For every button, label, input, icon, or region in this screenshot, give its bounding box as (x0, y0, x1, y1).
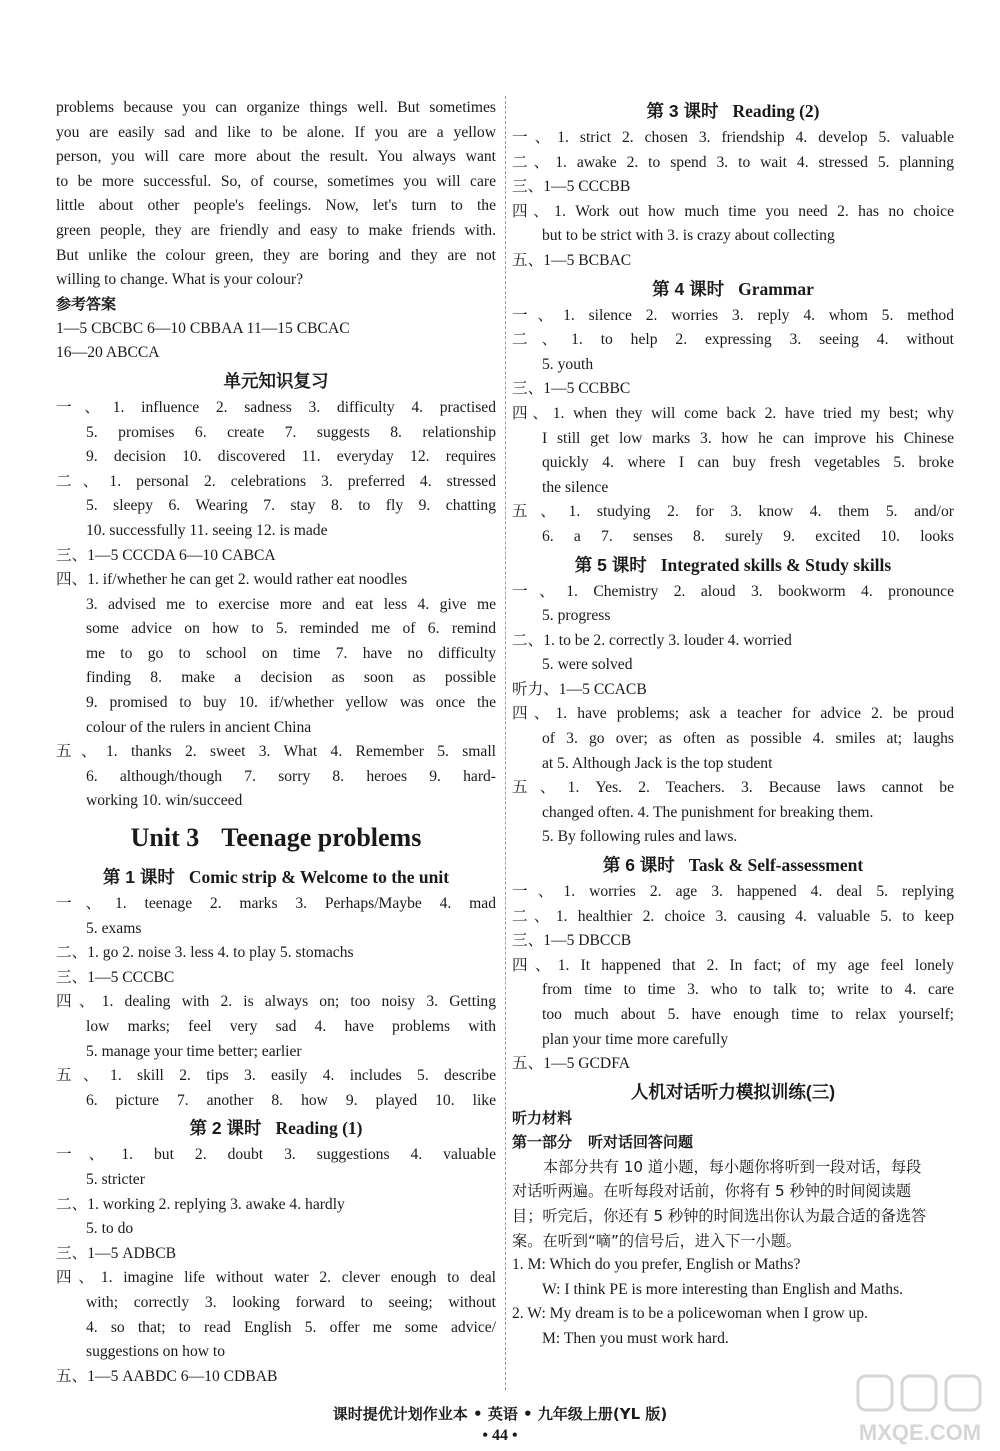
answer-line: 二、1. to be 2. correctly 3. louder 4. worried (512, 631, 792, 649)
answer-line: 二、1. healthier 2. choice 3. causing 4. valuable 5. to keep (512, 907, 954, 925)
answer-line: 一、1. Chemistry 2. aloud 3. bookworm 4. pronounce (512, 582, 954, 600)
answer-line: 10. successfully 11. seeing 12. is made (86, 521, 328, 539)
unit-title (56, 814, 496, 862)
answer-line: to be more successful. So, of course, sometimes you will care (56, 172, 496, 190)
answer-line: little about other people's feelings. Now, let's turn to the (56, 197, 496, 215)
answer-line: 5. stricter (86, 1170, 145, 1188)
answer-line: the silence (542, 478, 609, 496)
heading-part: 第 2 课时 (189, 1118, 262, 1139)
answer-line: some advice on how to 5. reminded me of 6. remind (86, 620, 496, 638)
answer-line: problems because you can organize things well. But sometimes (56, 99, 496, 116)
answer-line: 二、1. personal 2. celebrations 3. preferred 4. stressed (56, 472, 496, 490)
section-heading (512, 96, 954, 126)
answer-line: 五、1—5 BCBAC (512, 251, 632, 269)
answer-line: person, you will care more about the result. You always want (56, 148, 496, 166)
heading-part: Reading (2) (732, 101, 820, 121)
answer-line: M: Then you must work hard. (542, 1329, 729, 1347)
answer-line: 一、1. silence 2. worries 3. reply 4. whom 5. method (512, 306, 954, 324)
answer-line: 三、1—5 CCCBB (512, 178, 631, 196)
answer-line: 6. a 7. senses 8. surely 9. excited 10. looks (542, 527, 954, 545)
answer-line: me to go to school on time 7. have no difficulty (86, 644, 496, 662)
right-column (512, 96, 954, 1352)
answer-line: you are easily sad and like to be alone. If you are a yellow (56, 123, 496, 141)
answer-line: 5. By following rules and laws. (542, 828, 738, 846)
text-line: 目；听完后，你还有 5 秒钟的时间选出你认为最合适的备选答 (512, 1206, 927, 1225)
heading-part: 第 3 课时 (646, 101, 719, 121)
answer-line: quickly 4. where I can buy fresh vegetables 5. broke (542, 454, 954, 472)
answer-line: 1—5 CBCBC 6—10 CBBAA 11—15 CBCAC (56, 319, 350, 337)
answer-line: 五、1. studying 2. for 3. know 4. them 5. and/or (512, 503, 954, 521)
heading-part: Teenage problems (221, 823, 422, 853)
answer-line: 5. promises 6. create 7. suggests 8. relationship (86, 423, 496, 441)
section-heading (512, 550, 954, 580)
answer-line: 三、1—5 CCBBC (512, 380, 631, 398)
answer-line: 5. manage your time better; earlier (86, 1042, 302, 1060)
answer-line: But unlike the colour green, they are boring and they are not (56, 246, 496, 264)
section-heading (56, 1113, 496, 1143)
footer-title: 课时提优计划作业本 • 英语 • 九年级上册(YL 版) (332, 1405, 668, 1423)
answer-line: 3. advised me to exercise more and eat less 4. give me (86, 595, 496, 613)
answer-line: 四、1. if/whether he can get 2. would rather eat noodles (56, 571, 408, 589)
answer-line: 四、1. Work out how much time you need 2. has no choice (512, 202, 954, 220)
label (512, 1131, 954, 1155)
answer-line: but to be strict with 3. is crazy about collecting (542, 227, 835, 245)
answer-line: 4. so that; to read English 5. offer me some advice/ (86, 1318, 496, 1336)
answer-line: at 5. Although Jack is the top student (542, 754, 773, 772)
heading-part: Unit 3 (130, 823, 200, 853)
heading-part: Comic strip & Welcome to the unit (188, 867, 450, 888)
answer-line: 二、1. awake 2. to spend 3. to wait 4. stressed 5. planning (512, 153, 954, 171)
answer-line: 四、1. dealing with 2. is always on; too noisy 3. Getting (56, 993, 496, 1011)
answer-line: 6. picture 7. another 8. how 9. played 10. like (86, 1091, 496, 1109)
answer-line: 一、1. worries 2. age 3. happened 4. deal 5. replying (512, 883, 954, 901)
answer-line: 二、1. to help 2. expressing 3. seeing 4. without (512, 331, 954, 349)
heading-part: Integrated skills & Study skills (660, 554, 892, 575)
section-heading: 单元知识复习 (223, 370, 329, 391)
column-divider (505, 96, 506, 1390)
answer-line: from time to time 3. who to talk to; write to 4. care (542, 981, 954, 999)
answer-line: 五、1—5 AABDC 6—10 CDBAB (56, 1367, 278, 1385)
label: 参考答案 (56, 295, 117, 313)
answer-line: green people, they are friendly and easy to make friends with. (56, 221, 496, 239)
heading-part: 第一部分 (512, 1133, 573, 1151)
section-heading: 人机对话听力模拟训练(三) (630, 1081, 836, 1102)
answer-line: plan your time more carefully (542, 1030, 729, 1048)
answer-line: 四、1. It happened that 2. In fact; of my age feel lonely (512, 956, 954, 974)
answer-line: 四、1. imagine life without water 2. clever enough to deal (56, 1269, 496, 1287)
text-line: 本部分共有 10 道小题，每小题你将听到一段对话，每段 (543, 1157, 922, 1176)
heading-part: Task & Self-assessment (688, 855, 864, 876)
answer-line: finding 8. make a decision as soon as possible (86, 669, 496, 687)
answer-line: 2. W: My dream is to be a policewoman when I grow up. (512, 1305, 868, 1323)
answer-line: W: I think PE is more interesting than English and Maths. (542, 1280, 904, 1298)
heading-part: 第 5 课时 (574, 554, 647, 575)
answer-line: 四、1. have problems; ask a teacher for advice 2. be proud (512, 705, 954, 723)
answer-line: 二、1. working 2. replying 3. awake 4. hardly (56, 1195, 345, 1213)
answer-line: low marks; feel very sad 4. have problems with (86, 1018, 496, 1035)
answer-line: 9. decision 10. discovered 11. everyday 12. requires (86, 448, 496, 466)
answer-line: 三、1—5 CCCBC (56, 968, 175, 986)
answer-line: 5. sleepy 6. Wearing 7. stay 8. to fly 9. chatting (86, 497, 496, 515)
heading-part: Reading (1) (275, 1118, 363, 1139)
answer-line: 1. M: Which do you prefer, English or Maths? (512, 1256, 801, 1274)
label: 听力材料 (512, 1109, 573, 1127)
answer-line: 5. were solved (542, 656, 633, 674)
heading-part: Grammar (738, 278, 814, 299)
answer-line: with; correctly 3. looking forward to seeing; without (86, 1293, 496, 1311)
answer-line: 四、1. when they will come back 2. have tried my best; why (512, 404, 954, 422)
answer-line: 6. although/though 7. sorry 8. heroes 9. hard- (86, 767, 496, 785)
answer-line: 16—20 ABCCA (56, 344, 160, 362)
answer-line: 一、1. influence 2. sadness 3. difficulty 4. practised (56, 398, 496, 416)
section-heading (512, 274, 954, 304)
answer-line: 五、1. thanks 2. sweet 3. What 4. Remember 5. small (56, 743, 496, 761)
section-heading (56, 862, 496, 892)
watermark-text: MXQE.COM (858, 1420, 982, 1445)
answer-line: 5. to do (86, 1220, 134, 1238)
section-heading (512, 850, 954, 880)
answer-line: 9. promised to buy 10. if/whether yellow was once the (86, 694, 496, 712)
answer-line: colour of the rulers in ancient China (86, 718, 312, 736)
text-line: 对话听两遍。在听每段对话前，你将有 5 秒钟的时间阅读题 (512, 1182, 912, 1201)
answer-line: 五、1—5 GCDFA (512, 1055, 630, 1073)
answer-line: 5. progress (542, 607, 611, 625)
answer-line: of 3. go over; as often as possible 4. smiles at; laughs (542, 730, 954, 748)
answer-line: 5. youth (542, 355, 594, 373)
answer-line: 三、1—5 CCCDA 6—10 CABCA (56, 546, 276, 564)
heading-part: 第 4 课时 (652, 278, 725, 299)
answer-line: 听力、1—5 CCACB (512, 680, 647, 698)
answer-line: willing to change. What is your colour? (56, 271, 303, 289)
left-column (56, 96, 496, 1389)
answer-line: 5. exams (86, 919, 142, 937)
heading-part: 第 1 课时 (102, 867, 175, 888)
answer-line: 三、1—5 ADBCB (56, 1244, 176, 1262)
answer-line: 五、1. Yes. 2. Teachers. 3. Because laws cannot be (512, 779, 954, 797)
answer-line: 三、1—5 DBCCB (512, 932, 632, 950)
text-line: 案。在听到“嘀”的信号后，进入下一小题。 (512, 1231, 802, 1250)
answer-line: 二、1. go 2. noise 3. less 4. to play 5. stomachs (56, 944, 354, 962)
answer-line: I still get low marks 3. how he can improve his Chinese (542, 429, 954, 447)
watermark-logo (850, 1370, 990, 1450)
answer-line: 一、1. strict 2. chosen 3. friendship 4. develop 5. valuable (512, 129, 954, 146)
heading-part: 第 6 课时 (602, 855, 675, 876)
answer-line: working 10. win/succeed (86, 792, 243, 810)
answer-line: 一、1. but 2. doubt 3. suggestions 4. valuable (56, 1146, 496, 1164)
page-number: • 44 • (482, 1427, 518, 1444)
answer-line: suggestions on how to (86, 1343, 226, 1361)
answer-line: 五、1. skill 2. tips 3. easily 4. includes 5. describe (56, 1067, 496, 1085)
answer-line: too much about 5. have enough time to relax yourself; (542, 1006, 954, 1023)
answer-line: changed often. 4. The punishment for breaking them. (542, 803, 874, 821)
heading-part: 听对话回答问题 (588, 1133, 694, 1151)
answer-line: 一、1. teenage 2. marks 3. Perhaps/Maybe 4. mad (56, 895, 496, 913)
